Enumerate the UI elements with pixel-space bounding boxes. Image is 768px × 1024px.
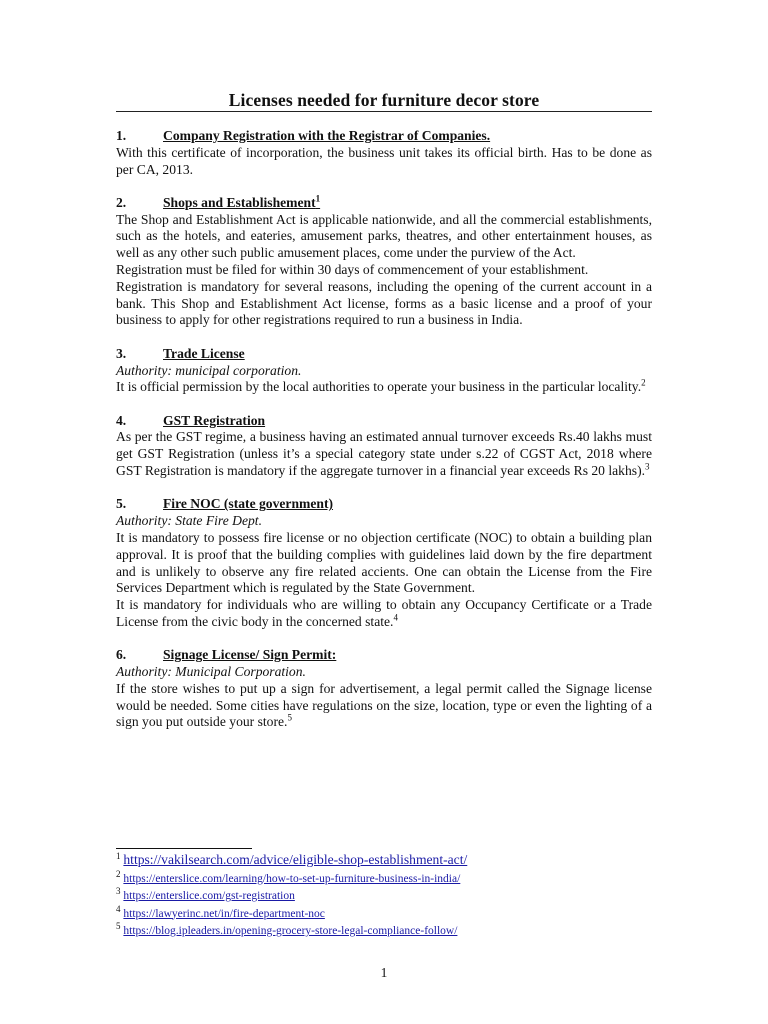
footnote-number: 2 <box>116 868 121 879</box>
section-title <box>163 195 320 212</box>
section-number: 6. <box>116 647 127 663</box>
paragraph-text: As per the GST regime, a business having an estimated annual turnover exceeds Rs.40 lakhs must get GST Registration (unless it’s a special category state under s.22 of CGST Act, 2018 where GST Registration is mandatory if the aggregate turnover in a financial year exceeds Rs 20 lakhs). <box>116 429 652 479</box>
section-paragraph: With this certificate of incorporation, the business unit takes its official birth. Has to be done as per CA, 2013. <box>116 144 652 177</box>
section-paragraph <box>116 429 652 479</box>
section-title: Company Registration with the Registrar of Companies. <box>163 128 491 143</box>
footnote-item <box>116 923 676 941</box>
section-title: Trade License <box>163 345 245 361</box>
section-heading <box>116 195 652 212</box>
footnote-number: 5 <box>116 921 121 932</box>
footnote-link[interactable]: https://blog.ipleaders.in/opening-grocery-store-legal-compliance-follow/ <box>123 925 458 937</box>
section-paragraph <box>116 379 652 396</box>
footnote-number: 3 <box>116 886 121 897</box>
section-shops-establishment <box>116 195 652 329</box>
section-number: 1. <box>116 128 127 143</box>
section-paragraph: The Shop and Establishment Act is applicable nationwide, and all the commercial establishments, such as the hotels, and eateries, amusement parks, theatres, and other entertainment houses, as well as any other such public amusement places, come under the purview of the Act. <box>116 211 652 261</box>
footnote-item <box>116 868 676 889</box>
section-trade-license <box>116 346 652 396</box>
footnote-ref[interactable]: 2 <box>641 377 646 388</box>
section-title: Fire NOC (state government) <box>163 496 333 512</box>
footnote-item <box>116 903 676 924</box>
section-paragraph <box>116 597 652 631</box>
footnote-ref[interactable]: 3 <box>645 461 650 472</box>
document-body <box>116 128 652 748</box>
section-title: Signage License/ Sign Permit: <box>163 647 337 663</box>
authority-line: Authority: Municipal Corporation. <box>116 664 306 680</box>
section-number: 4. <box>116 412 127 428</box>
section-heading <box>116 413 652 430</box>
section-title: GST Registration <box>163 412 266 428</box>
section-signage-license <box>116 647 652 731</box>
section-company-registration <box>116 128 652 178</box>
footnote-ref[interactable]: 1 <box>315 193 321 204</box>
paragraph-text: It is official permission by the local authorities to operate your business in the particular locality. <box>116 379 642 395</box>
footnote-item <box>116 888 676 906</box>
section-gst-registration <box>116 413 652 480</box>
footnotes <box>116 851 676 941</box>
title-underline-rule <box>116 111 652 112</box>
footnote-link[interactable]: https://lawyerinc.net/in/fire-department-noc <box>123 907 325 920</box>
section-paragraph: Registration is mandatory for several reasons, including the opening of the current account in a bank. This Shop and Establishment Act license, forms as a basic license and a proof of your business to apply for other registrations required to run a business in India. <box>116 278 652 328</box>
footnote-link[interactable]: https://enterslice.com/learning/how-to-set-up-furniture-business-in-india/ <box>123 872 461 885</box>
footnote-ref[interactable]: 5 <box>287 712 292 723</box>
section-heading <box>116 647 652 664</box>
authority-line: Authority: State Fire Dept. <box>116 513 262 529</box>
footnote-number: 1 <box>116 851 121 862</box>
page-number: 1 <box>380 965 388 980</box>
section-title-text: Shops and Establishement <box>163 194 316 210</box>
section-paragraph <box>116 681 652 731</box>
footnote-separator <box>116 848 252 849</box>
section-heading <box>116 496 652 513</box>
section-paragraph: Registration must be filed for within 30 days of commencement of your establishment. <box>116 262 589 278</box>
section-fire-noc <box>116 496 652 630</box>
authority-line: Authority: municipal corporation. <box>116 362 302 378</box>
section-heading <box>116 128 652 145</box>
section-number: 3. <box>116 345 127 361</box>
document-title: Licenses needed for furniture decor store <box>228 90 540 110</box>
section-number: 2. <box>116 194 127 210</box>
section-heading <box>116 346 652 363</box>
footnote-link[interactable]: https://vakilsearch.com/advice/eligible-shop-establishment-act/ <box>123 852 468 867</box>
section-paragraph: It is mandatory to possess fire license or no objection certificate (NOC) to obtain a building plan approval. It is proof that the building complies with guidelines laid down by the fire department and is unlikely to observe any fire related accients. One can obtain the License from the Fire Services Department which is regulated by the State Government. <box>116 529 652 596</box>
section-number: 5. <box>116 496 127 512</box>
footnote-number: 4 <box>116 903 121 914</box>
paragraph-text: It is mandatory for individuals who are willing to obtain any Occupancy Certificate or a Trade License from the civic body in the concerned state. <box>116 597 652 629</box>
footnote-ref[interactable]: 4 <box>393 612 398 623</box>
paragraph-text: If the store wishes to put up a sign for advertisement, a legal permit called the Signage license would be needed. Some cities have regulations on the size, location, type or even the lighting of a sign you put outside your store. <box>116 680 652 730</box>
footnote-item <box>116 851 676 871</box>
footnote-link[interactable]: https://enterslice.com/gst-registration <box>123 890 295 902</box>
